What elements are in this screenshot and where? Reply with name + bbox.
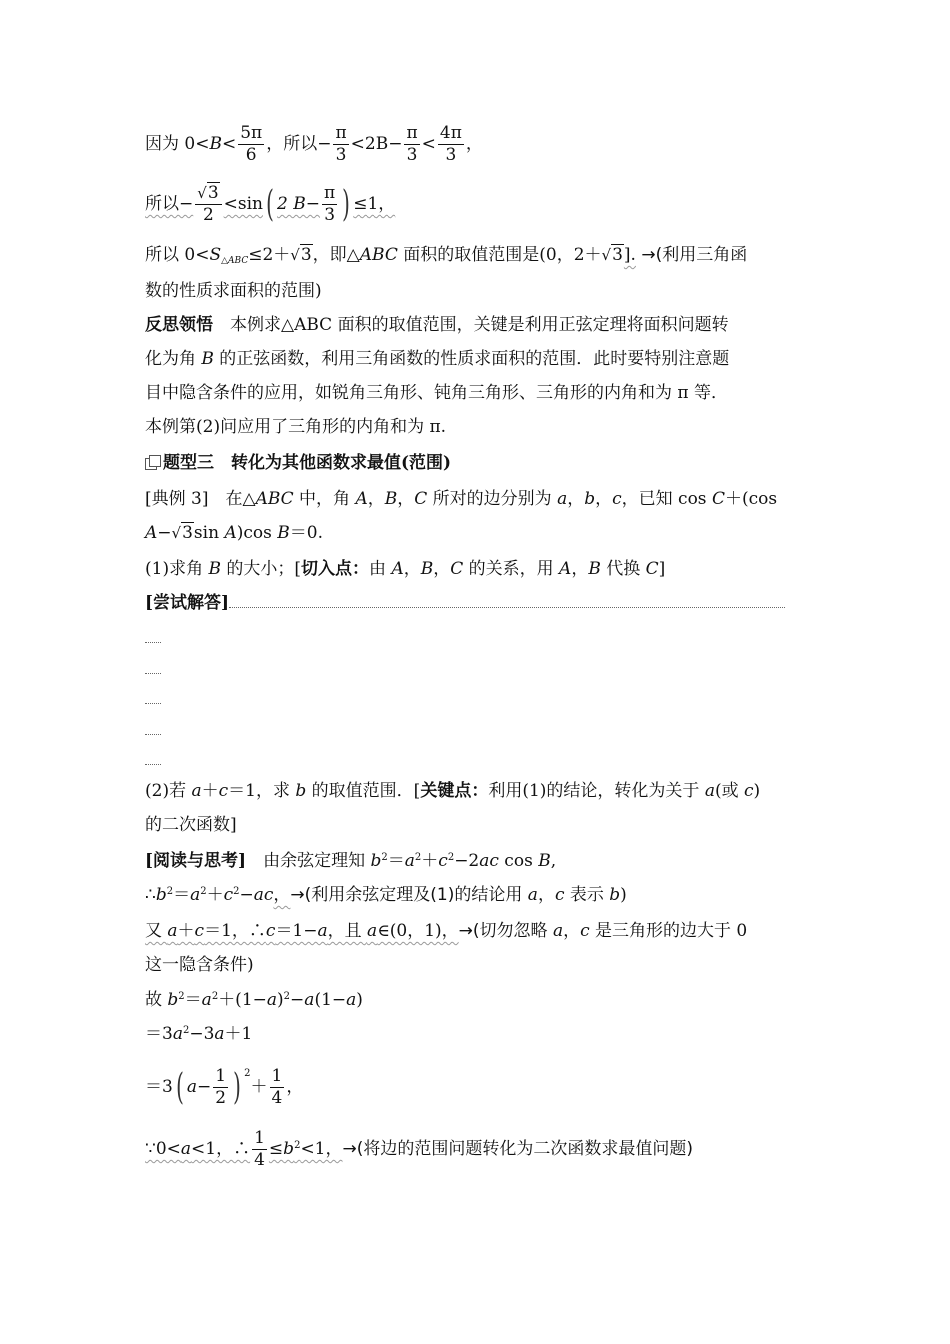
solution-line-4: 数的性质求面积的范围) [145, 281, 322, 301]
var: B [209, 134, 222, 154]
text: 因为 0< [145, 134, 210, 154]
reflection-line-1: 反思领悟 本例求△ABC 面积的取值范围，关键是利用正弦定理将面积问题转 [145, 315, 729, 335]
try-answer-label: [尝试解答] [145, 593, 230, 613]
answer-blank[interactable] [145, 672, 161, 674]
answer-blank[interactable] [145, 702, 161, 704]
left-paren: ( [266, 183, 274, 225]
section-icon [145, 455, 159, 469]
reading-line-4: 这一隐含条件) [145, 955, 254, 975]
reading-line-2: $\therefore b^2=a^2+c^2-ac$，→(利用余弦定理及(1)的结论用 a，c 表示 b) [145, 885, 627, 905]
text: 所以− [145, 194, 194, 214]
reflection-line-2: 化为角 B 的正弦函数，利用三角函数的性质求面积的范围．此时要特别注意题 [145, 349, 730, 369]
answer-line[interactable] [229, 606, 785, 608]
text: <2B− [350, 134, 403, 154]
fraction: $\frac{\pi}{3}$ [335, 123, 347, 165]
text: ， [465, 134, 483, 154]
solution-line-2 [145, 185, 395, 224]
try-answer-row [145, 592, 785, 614]
section-title: 题型三 转化为其他函数求最值(范围) [145, 452, 451, 474]
text: ≤1， [353, 194, 396, 214]
solution-line-1 [145, 125, 483, 164]
answer-blank[interactable] [145, 733, 161, 735]
question-2-line-2: 的二次函数] [145, 815, 237, 835]
reading-line-3: 又 a＋c＝1，∴c＝1−a，且 a∈(0，1)，→(切勿忽略 a，c 是三角形的边大于 0 [145, 921, 748, 941]
fraction: $\frac{\pi}{3}$ [406, 123, 418, 165]
annotation-arrow: →(利用三角函 [635, 245, 748, 265]
text: < [421, 134, 436, 154]
answer-blank[interactable] [145, 763, 161, 765]
right-paren: ) [342, 183, 351, 225]
sqrt: √3 [290, 245, 312, 265]
reading-label: [阅读与思考] [145, 851, 247, 871]
question-1: (1)求角 B 的大小；[切入点：由 A，B，C 的关系，用 A，B 代换 C] [145, 559, 666, 579]
text: < [221, 134, 237, 154]
example-line-1: [典例 3] 在△ABC 中，角 A，B，C 所对的边分别为 a，b，c，已知 cos C＋(cos [145, 489, 778, 509]
reading-line-5: 故 $b^2=a^2+(1-a)^2-a(1-a)$ [145, 990, 363, 1010]
fraction: $\frac{\pi}{3}$ [324, 183, 336, 225]
fraction: $\frac{5\pi}{6}$ [240, 123, 263, 165]
reading-line-7: ＝3( a− $\frac{1}{2}$ ) $^2$＋ $\frac{1}{4}$ ， [145, 1066, 304, 1108]
reading-line-6: $=3a^2-3a+1$ [145, 1024, 253, 1044]
reading-line-1: [阅读与思考] 由余弦定理知 $b^2=a^2+c^2-2ac$ cos B, [145, 851, 557, 871]
text: <sin [223, 194, 263, 214]
solution-line-3: 所以 $0<S_{\triangle ABC}\le 2+√3$，即△ABC 面积的取值范围是(0，2＋√3]. →(利用三角函 [145, 245, 748, 266]
reflection-heading: 反思领悟 [145, 315, 213, 335]
expr: 2 B− [277, 194, 321, 214]
example-tag: [典例 3] [145, 489, 209, 509]
reading-line-8: ∵0<a<1，∴ $\frac{1}{4}$ $\le b^2<1$，→(将边的范围问题转化为二次函数求最值问题) [145, 1128, 694, 1170]
fraction: $\frac{√3}{2}$ [195, 185, 221, 224]
reflection-line-4: 本例第(2)问应用了三角形的内角和为 π. [145, 417, 447, 437]
text: ，所以− [266, 134, 332, 154]
question-2-line-1: (2)若 a＋c＝1，求 b 的取值范围．[关键点：利用(1)的结论，转化为关于 a(或 c) [145, 781, 761, 801]
example-line-2: A−√3sin A)cos B＝0. [145, 523, 323, 543]
reflection-line-3: 目中隐含条件的应用，如锐角三角形、钝角三角形、三角形的内角和为 π 等． [145, 383, 728, 403]
answer-blank[interactable] [145, 641, 161, 643]
fraction: $\frac{4\pi}{3}$ [439, 123, 462, 165]
